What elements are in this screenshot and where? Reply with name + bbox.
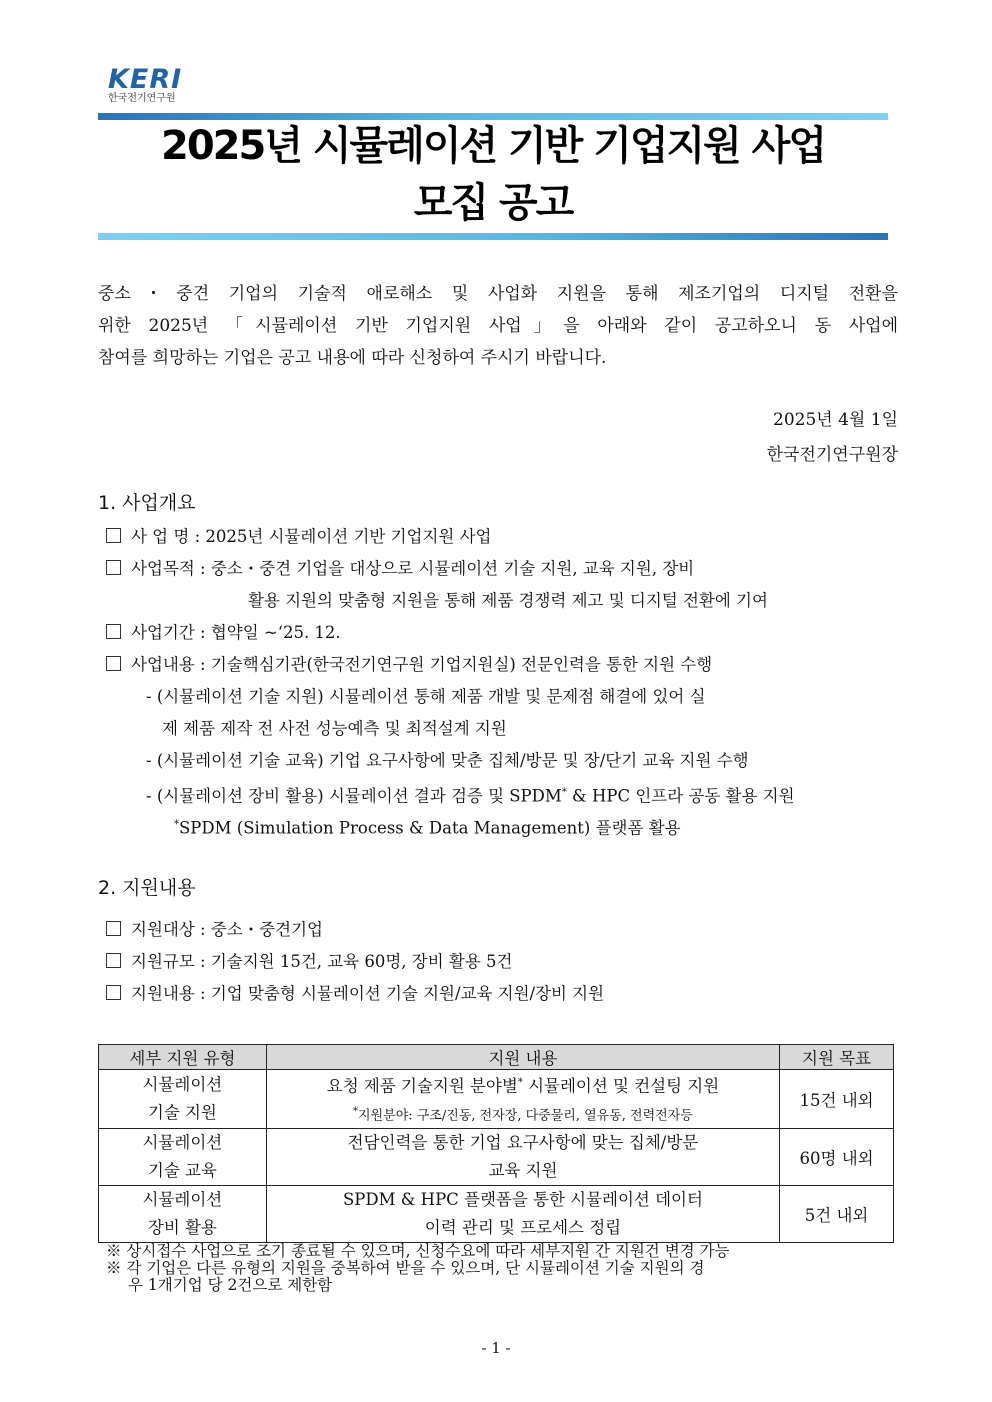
checkbox-square-icon (106, 560, 121, 575)
intro-line: 중소・중견 기업의 기술적 애로해소 및 사업화 지원을 통해 제조기업의 디지털 전환을 (98, 284, 898, 304)
checkbox-square-icon (106, 656, 121, 671)
sub-item-tech-support-cont: 제 제품 제작 전 사전 성능예측 및 최적설계 지원 (162, 719, 507, 738)
cell-text-part: 시뮬레이션 및 컨설팅 지원 (522, 1076, 720, 1096)
intro-line: 위한 2025년 「시뮬레이션 기반 기업지원 사업」을 아래와 같이 공고하오니 동 사업에 (98, 316, 898, 336)
support-target-cell: 15건 내외 (780, 1070, 894, 1129)
sub-item-text: & HPC 인프라 공동 활용 지원 (566, 786, 795, 806)
target-item (106, 920, 323, 940)
support-target-cell: 5건 내외 (780, 1185, 894, 1242)
footnote-1: ※ 상시접수 사업으로 조기 종료될 수 있으며, 신청수요에 따라 세부지원 간 지원건 변경 가능 (106, 1242, 730, 1260)
checkbox-square-icon (106, 624, 121, 639)
footnote-marker: * (353, 1105, 359, 1117)
support-content-cell (266, 1185, 779, 1242)
item-label: 지원내용 (131, 984, 195, 1003)
section-heading-support: 2. 지원내용 (98, 877, 196, 899)
support-content-item (106, 984, 604, 1004)
cell-text: 이력 관리 및 프로세스 정립 (424, 1217, 622, 1237)
cell-text: 전담인력을 통한 기업 요구사항에 맞는 집체/방문 (347, 1132, 699, 1152)
checkbox-square-icon (106, 528, 121, 543)
section-heading-overview: 1. 사업개요 (98, 492, 196, 514)
cell-text-part: 요청 제품 기술지원 분야별 (326, 1076, 518, 1096)
footnote-marker: * (517, 1077, 523, 1088)
sub-item-text: - (시뮬레이션 장비 활용) 시뮬레이션 결과 검증 및 SPDM (146, 786, 562, 806)
column-header: 지원 내용 (266, 1045, 779, 1070)
support-content-cell (266, 1070, 779, 1129)
cell-text: SPDM & HPC 플랫폼을 통한 시뮬레이션 데이터 (342, 1189, 703, 1209)
column-header: 지원 목표 (780, 1045, 894, 1070)
support-type-cell (99, 1128, 267, 1185)
support-table (98, 1044, 894, 1243)
cell-subtext (267, 1100, 779, 1128)
cell-text: 시뮬레이션 (142, 1132, 223, 1152)
sub-item-tech-education: - (시뮬레이션 기술 교육) 기업 요구사항에 맞춘 집체/방문 및 장/단기 교육 지원 수행 (146, 751, 749, 770)
spdm-note (174, 815, 681, 839)
cell-subtext-part: 지원분야: 구조/진동, 전자장, 다중물리, 열유동, 전력전자등 (358, 1107, 693, 1123)
announcement-date: 2025년 4월 1일 (773, 410, 898, 430)
support-type-cell (99, 1070, 267, 1129)
keri-logo (108, 66, 182, 105)
checkbox-square-icon (106, 921, 121, 936)
cell-text: 장비 활용 (147, 1217, 217, 1237)
item-value: : 기업 맞춤형 시뮬레이션 기술 지원/교육 지원/장비 지원 (200, 984, 605, 1003)
purpose-item (106, 559, 694, 579)
item-value: : 중소・중견기업 (200, 920, 323, 939)
item-label: 지원대상 (131, 920, 195, 939)
content-item (106, 655, 712, 675)
cell-text: 교육 지원 (488, 1160, 558, 1180)
table-row (99, 1185, 894, 1242)
cell-text: 기술 교육 (147, 1160, 217, 1180)
footnote-marker: * (174, 819, 179, 830)
support-target-cell: 60명 내외 (780, 1128, 894, 1185)
item-label: 지원규모 (131, 952, 195, 971)
item-value: : 2025년 시뮬레이션 기반 기업지원 사업 (194, 527, 492, 546)
footnote-2-continuation: 우 1개기업 당 2건으로 제한함 (128, 1276, 333, 1294)
table-row (99, 1128, 894, 1185)
cell-text: 시뮬레이션 (142, 1189, 223, 1209)
item-value: : 중소・중견 기업을 대상으로 시뮬레이션 기술 지원, 교육 지원, 장비 (200, 559, 695, 578)
cell-text: 시뮬레이션 (142, 1074, 223, 1094)
checkbox-square-icon (106, 985, 121, 1000)
title-top-bar (98, 113, 888, 120)
item-label: 사 업 명 (131, 527, 190, 546)
issuer-name: 한국전기연구원장 (766, 445, 898, 465)
purpose-continuation: 활용 지원의 맞춤형 지원을 통해 제품 경쟁력 제고 및 디지털 전환에 기여 (248, 591, 768, 610)
cell-text (267, 1070, 779, 1100)
page-number: - 1 - (481, 1339, 511, 1357)
item-label: 사업기간 (131, 623, 195, 642)
cell-text: 기술 지원 (147, 1102, 217, 1122)
support-type-cell (99, 1185, 267, 1242)
sub-item-equipment (146, 783, 795, 807)
item-value: : 기술핵심기관(한국전기연구원 기업지원실) 전문인력을 통한 지원 수행 (200, 655, 713, 674)
footnote-2: ※ 각 기업은 다른 유형의 지원을 중복하여 받을 수 있으며, 단 시뮬레이션 기술 지원의 경 (106, 1259, 705, 1277)
support-content-cell (266, 1128, 779, 1185)
title-bottom-bar (98, 233, 888, 240)
logo-mark: KERI (108, 64, 183, 95)
note-text: SPDM (Simulation Process & Data Management) 플랫폼 활용 (179, 818, 681, 838)
scale-item (106, 952, 512, 972)
page-title-line1: 2025년 시뮬레이션 기반 기업지원 사업 (161, 123, 825, 169)
sub-item-tech-support: - (시뮬레이션 기술 지원) 시뮬레이션 통해 제품 개발 및 문제점 해결에 있어 실 (146, 687, 706, 706)
item-label: 사업내용 (131, 655, 195, 674)
column-header: 세부 지원 유형 (99, 1045, 267, 1070)
item-value: : 협약일 ~‘25. 12. (200, 623, 341, 642)
period-item (106, 623, 341, 643)
table-row (99, 1070, 894, 1129)
intro-paragraph (98, 278, 898, 374)
item-value: : 기술지원 15건, 교육 60명, 장비 활용 5건 (200, 952, 513, 971)
logo-subtitle: 한국전기연구원 (108, 93, 176, 104)
intro-line: 참여를 희망하는 기업은 공고 내용에 따라 신청하여 주시기 바랍니다. (98, 348, 607, 368)
page-title-line2: 모집 공고 (413, 180, 573, 226)
footnote-marker: * (561, 787, 567, 798)
checkbox-square-icon (106, 953, 121, 968)
item-label: 사업목적 (131, 559, 195, 578)
project-name-item (106, 527, 491, 547)
table-header-row (99, 1045, 894, 1070)
